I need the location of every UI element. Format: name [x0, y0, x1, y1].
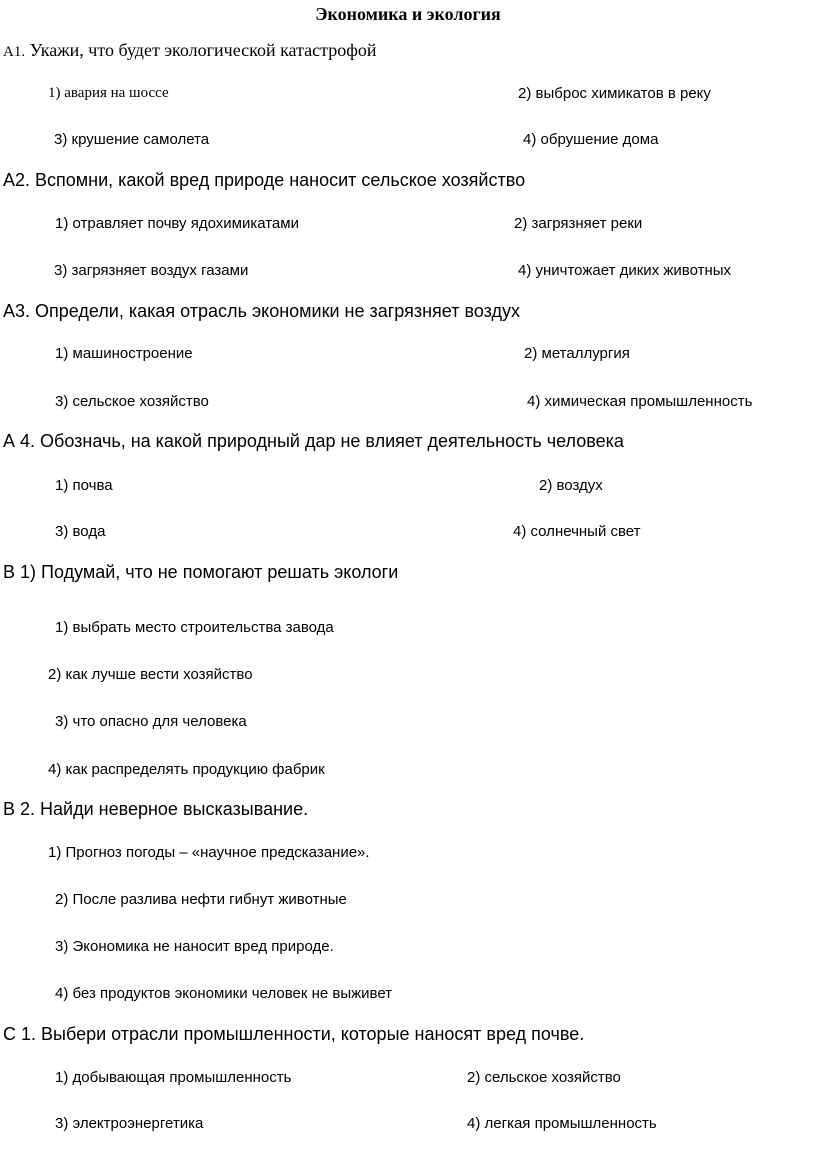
- question-a1: [3, 40, 377, 61]
- option-a1-2: 2) выброс химикатов в реку: [518, 85, 711, 102]
- question-a4: А 4. Обозначь, на какой природный дар не влияет деятельность человека: [3, 431, 624, 451]
- document-title: Экономика и экология: [315, 4, 501, 24]
- question-b2: В 2. Найди неверное высказывание.: [3, 799, 309, 819]
- option-b2-4: 4) без продуктов экономики человек не выживет: [55, 985, 393, 1002]
- option-a2-1: 1) отравляет почву ядохимикатами: [55, 215, 299, 232]
- option-b1-1: 1) выбрать место строительства завода: [55, 619, 334, 636]
- option-b2-2: 2) После разлива нефти гибнут животные: [55, 891, 347, 908]
- option-a2-3: 3) загрязняет воздух газами: [54, 262, 249, 279]
- option-a2-2: 2) загрязняет реки: [514, 215, 643, 232]
- question-b1: В 1) Подумай, что не помогают решать экологи: [3, 562, 399, 582]
- question-a2: А2. Вспомни, какой вред природе наносит сельское хозяйство: [3, 170, 526, 190]
- option-a3-4: 4) химическая промышленность: [527, 393, 753, 410]
- question-a3: А3. Определи, какая отрасль экономики не загрязняет воздух: [3, 301, 520, 321]
- question-number: А1.: [3, 44, 26, 60]
- option-a1-4: 4) обрушение дома: [523, 131, 659, 148]
- option-c1-1: 1) добывающая промышленность: [55, 1069, 292, 1086]
- option-a4-4: 4) солнечный свет: [513, 523, 641, 540]
- option-c1-2: 2) сельское хозяйство: [467, 1069, 621, 1086]
- option-b2-3: 3) Экономика не наносит вред природе.: [55, 938, 334, 955]
- option-a3-2: 2) металлургия: [524, 345, 630, 362]
- option-a4-1: 1) почва: [55, 477, 113, 494]
- option-a1-1: 1) авария на шоссе: [48, 85, 169, 101]
- option-b1-4: 4) как распределять продукцию фабрик: [48, 761, 325, 778]
- option-b1-3: 3) что опасно для человека: [55, 713, 247, 730]
- question-c1: С 1. Выбери отрасли промышленности, которые наносят вред почве.: [3, 1024, 585, 1044]
- option-a4-2: 2) воздух: [539, 477, 603, 494]
- option-b1-2: 2) как лучше вести хозяйство: [48, 666, 253, 683]
- option-c1-4: 4) легкая промышленность: [467, 1115, 657, 1132]
- option-a1-3: 3) крушение самолета: [54, 131, 210, 148]
- question-text: Укажи, что будет экологической катастрофой: [25, 40, 377, 60]
- option-c1-3: 3) электроэнергетика: [55, 1115, 204, 1132]
- option-a3-3: 3) сельское хозяйство: [55, 393, 209, 410]
- option-a3-1: 1) машиностроение: [55, 345, 193, 362]
- option-a4-3: 3) вода: [55, 523, 106, 540]
- option-a2-4: 4) уничтожает диких животных: [518, 262, 732, 279]
- option-b2-1: 1) Прогноз погоды – «научное предсказание».: [48, 844, 370, 861]
